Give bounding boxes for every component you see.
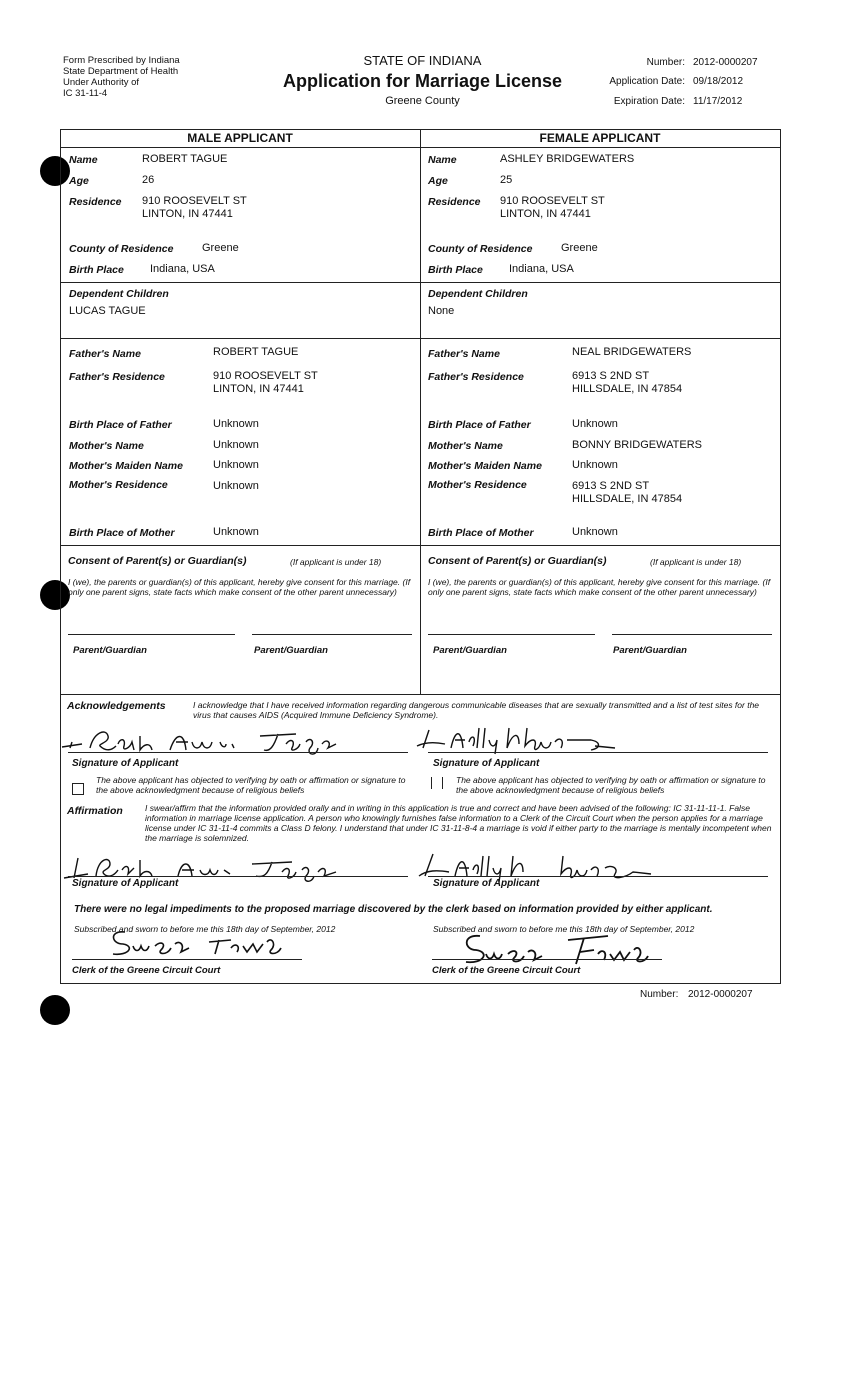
row-divider: [60, 147, 780, 148]
mothers-name-label: Mother's Name: [428, 440, 503, 452]
county-title: Greene County: [385, 95, 460, 107]
male-county: Greene: [202, 242, 239, 254]
prescribed-line: IC 31-11-4: [63, 88, 108, 99]
column-divider: [420, 129, 421, 694]
fathers-name-label: Father's Name: [69, 348, 141, 360]
fathers-residence-label: Father's Residence: [69, 371, 165, 383]
female-children: None: [428, 305, 455, 317]
female-age: 25: [500, 174, 513, 186]
clerk-label: Clerk of the Greene Circuit Court: [432, 965, 581, 976]
consent-text: I (we), the parents or guardian(s) of this applicant, hereby give consent for this marriage. (If only one parent signs, state facts which make consent of the other parent unnecessary): [428, 577, 771, 597]
application-date-label: Application Date:: [609, 76, 685, 87]
birth-place-mother-label: Birth Place of Mother: [69, 527, 175, 539]
female-residence-line1: 910 ROOSEVELT ST: [500, 195, 605, 207]
signature-line: [428, 876, 768, 877]
male-residence-line2: LINTON, IN 47441: [142, 208, 233, 220]
county-residence-label: County of Residence: [69, 243, 174, 255]
consent-note: (If applicant is under 18): [650, 557, 742, 567]
mothers-maiden-label: Mother's Maiden Name: [428, 460, 542, 472]
male-name: ROBERT TAGUE: [142, 153, 228, 165]
signature-of-applicant-label: Signature of Applicant: [433, 878, 540, 889]
signature-of-applicant-label: Signature of Applicant: [433, 758, 540, 769]
female-objection-checkbox[interactable]: [431, 777, 443, 789]
objection-text: The above applicant has objected to verifying by oath or affirmation or signature to the above acknowledgment because of religious beliefs: [96, 775, 406, 795]
prescribed-line: State Department of Health: [63, 66, 179, 77]
county-residence-label: County of Residence: [428, 243, 533, 255]
signature-of-applicant-label: Signature of Applicant: [72, 878, 179, 889]
signature-line: [68, 752, 408, 753]
male-applicant-header: MALE APPLICANT: [187, 131, 293, 145]
row-divider: [60, 282, 780, 283]
parent-guardian-label: Parent/Guardian: [433, 645, 507, 656]
female-residence-line2: LINTON, IN 47441: [500, 208, 591, 220]
female-father-name: NEAL BRIDGEWATERS: [572, 346, 692, 358]
parent-guardian-label: Parent/Guardian: [613, 645, 687, 656]
consent-note: (If applicant is under 18): [290, 557, 382, 567]
age-label: Age: [69, 175, 89, 187]
birth-place-label: Birth Place: [69, 264, 124, 276]
birth-place-father-label: Birth Place of Father: [428, 419, 531, 431]
male-clerk-signature: [105, 922, 305, 962]
male-father-residence-line1: 910 ROOSEVELT ST: [213, 370, 318, 382]
punch-hole: [40, 995, 70, 1025]
footer-number-label: Number:: [640, 989, 679, 1000]
parent-signature-line: [612, 634, 772, 635]
female-county: Greene: [561, 242, 598, 254]
consent-label: Consent of Parent(s) or Guardian(s): [68, 555, 247, 567]
parent-signature-line: [68, 634, 235, 635]
parent-signature-line: [252, 634, 412, 635]
consent-text: I (we), the parents or guardian(s) of this applicant, hereby give consent for this marriage. (If only one parent signs, state facts which make consent of the other parent unnecessary): [68, 577, 411, 597]
signature-line: [428, 752, 768, 753]
consent-label: Consent of Parent(s) or Guardian(s): [428, 555, 607, 567]
acknowledgements-label: Acknowledgements: [67, 700, 166, 712]
male-father-birth: Unknown: [213, 418, 259, 430]
row-divider: [60, 545, 780, 546]
affirmation-text: I swear/affirm that the information provided orally and in writing in this application is true and correct and have been advised of the following: IC 31-11-11-1. False information in marriage license application. A person who knowingly furnishes false information to a Clerk of the Circuit Court when the person applies for a marriage license under IC 31-11-4 commits a Class D felony. I understand that under IC 31-11-8-4 a marriage is void if either party to the marriage is mentally incompetent when the marriage is solemnized.: [145, 803, 772, 843]
parent-signature-line: [428, 634, 595, 635]
number-label: Number:: [646, 57, 685, 68]
birth-place-father-label: Birth Place of Father: [69, 419, 172, 431]
signature-line: [68, 876, 408, 877]
female-father-birth: Unknown: [572, 418, 618, 430]
prescribed-line: Under Authority of: [63, 77, 140, 88]
dependent-children-label: Dependent Children: [69, 288, 169, 300]
signature-of-applicant-label: Signature of Applicant: [72, 758, 179, 769]
age-label: Age: [428, 175, 448, 187]
row-divider: [60, 338, 780, 339]
fathers-residence-label: Father's Residence: [428, 371, 524, 383]
number-value: 2012-0000207: [693, 57, 758, 68]
objection-text: The above applicant has objected to verifying by oath or affirmation or signature to the above acknowledgment because of religious beliefs: [456, 775, 766, 795]
female-birth-place: Indiana, USA: [509, 263, 574, 275]
expiration-date-label: Expiration Date:: [613, 96, 685, 107]
female-father-residence-line2: HILLSDALE, IN 47854: [572, 383, 683, 395]
clerk-label: Clerk of the Greene Circuit Court: [72, 965, 221, 976]
mothers-name-label: Mother's Name: [69, 440, 144, 452]
male-children: LUCAS TAGUE: [69, 305, 146, 317]
subscribed-text: Subscribed and sworn to before me this 18th day of September, 2012: [433, 924, 695, 934]
male-father-residence-line2: LINTON, IN 47441: [213, 383, 304, 395]
mothers-residence-label: Mother's Residence: [428, 479, 527, 491]
male-age: 26: [142, 174, 155, 186]
female-ack-signature: [415, 720, 715, 760]
female-mother-maiden: Unknown: [572, 459, 618, 471]
fathers-name-label: Father's Name: [428, 348, 500, 360]
prescribed-line: Form Prescribed by Indiana: [63, 55, 180, 66]
footer-number-value: 2012-0000207: [688, 989, 753, 1000]
residence-label: Residence: [428, 196, 481, 208]
name-label: Name: [69, 154, 98, 166]
parent-guardian-label: Parent/Guardian: [254, 645, 328, 656]
male-ack-signature: [60, 722, 360, 762]
male-residence-line1: 910 ROOSEVELT ST: [142, 195, 247, 207]
parent-guardian-label: Parent/Guardian: [73, 645, 147, 656]
male-mother-maiden: Unknown: [213, 459, 259, 471]
female-applicant-header: FEMALE APPLICANT: [539, 131, 661, 145]
male-mother-name: Unknown: [213, 439, 259, 451]
female-mother-name: BONNY BRIDGEWATERS: [572, 439, 702, 451]
male-objection-checkbox[interactable]: [72, 783, 84, 795]
dependent-children-label: Dependent Children: [428, 288, 528, 300]
residence-label: Residence: [69, 196, 122, 208]
birth-place-label: Birth Place: [428, 264, 483, 276]
female-mother-residence-line1: 6913 S 2ND ST: [572, 480, 650, 492]
acknowledgement-text: I acknowledge that I have received information regarding dangerous communicable diseases that are sexually transmitted and a list of test sites for the virus that causes AIDS (Acquired Immune Deficiency Syndrome).: [193, 700, 760, 720]
expiration-date-value: 11/17/2012: [693, 96, 743, 107]
row-divider: [60, 694, 780, 695]
page-title: Application for Marriage License: [282, 71, 563, 91]
affirmation-label: Affirmation: [67, 805, 123, 817]
female-mother-residence-line2: HILLSDALE, IN 47854: [572, 493, 683, 505]
female-father-residence-line1: 6913 S 2ND ST: [572, 370, 650, 382]
male-mother-residence-line1: Unknown: [213, 480, 259, 492]
mothers-maiden-label: Mother's Maiden Name: [69, 460, 183, 472]
no-impediments-statement: There were no legal impediments to the proposed marriage discovered by the clerk based on information provided by either applicant.: [74, 904, 713, 915]
male-birth-place: Indiana, USA: [150, 263, 215, 275]
male-father-name: ROBERT TAGUE: [213, 346, 299, 358]
male-mother-birth: Unknown: [213, 526, 259, 538]
subscribed-text: Subscribed and sworn to before me this 18th day of September, 2012: [74, 924, 336, 934]
name-label: Name: [428, 154, 457, 166]
mothers-residence-label: Mother's Residence: [69, 479, 168, 491]
birth-place-mother-label: Birth Place of Mother: [428, 527, 534, 539]
clerk-signature-line: [432, 959, 662, 960]
state-title: STATE OF INDIANA: [363, 53, 482, 68]
female-name: ASHLEY BRIDGEWATERS: [500, 153, 635, 165]
female-mother-birth: Unknown: [572, 526, 618, 538]
clerk-signature-line: [72, 959, 302, 960]
application-date-value: 09/18/2012: [693, 76, 744, 87]
